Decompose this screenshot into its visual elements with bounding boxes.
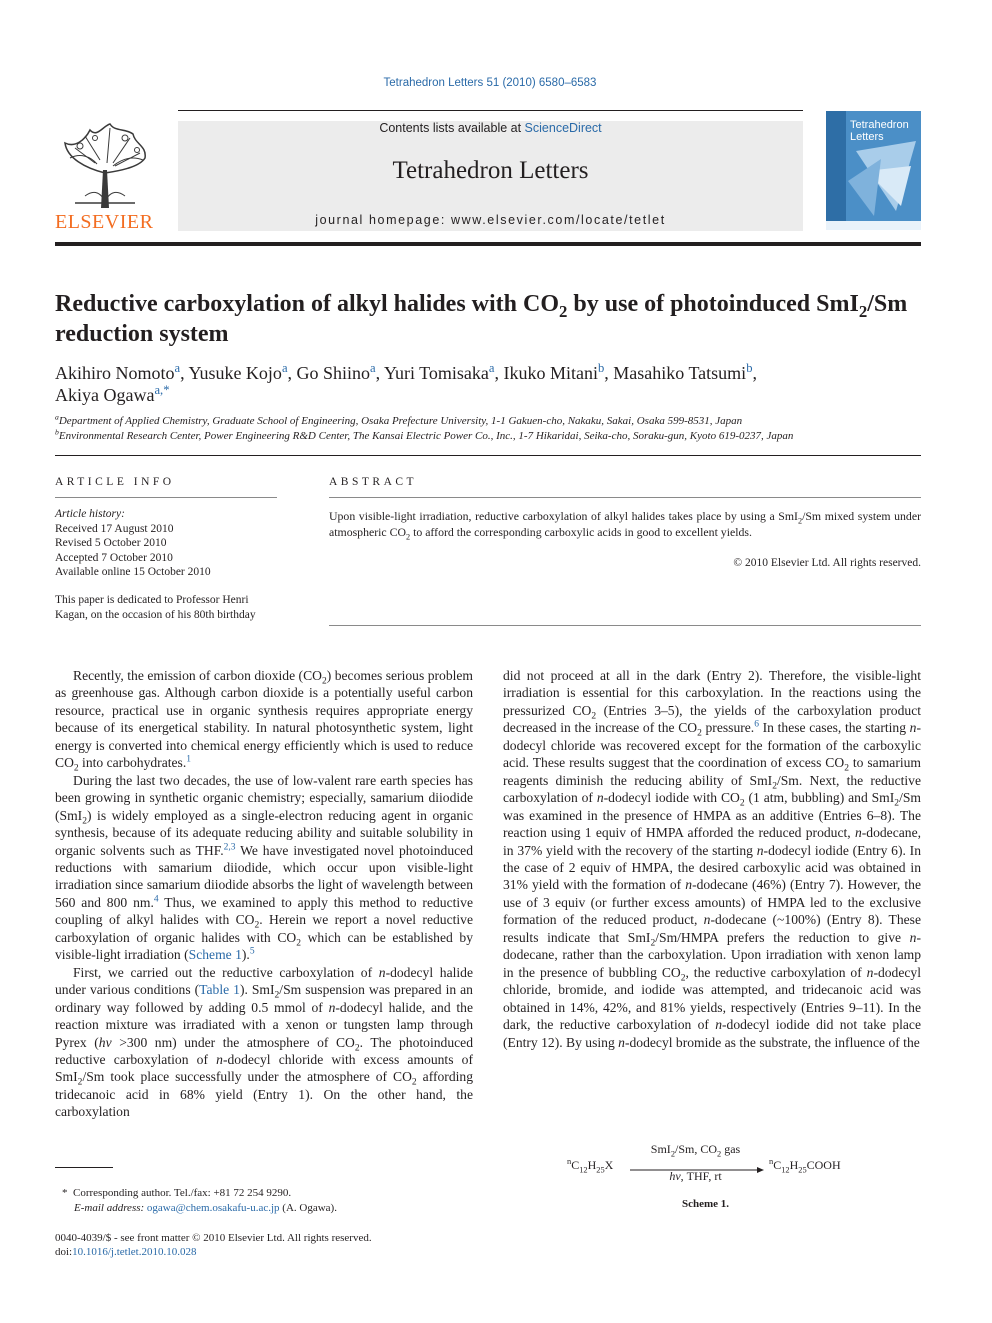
doi-label: doi: <box>55 1246 73 1258</box>
author-name: Go Shiino <box>296 363 371 383</box>
contents-line <box>178 121 803 135</box>
received-date: Received 17 August 2010 <box>55 522 174 535</box>
affiliation-a <box>55 412 925 427</box>
asterisk-mark: * <box>62 1187 73 1199</box>
journal-reference[interactable]: Tetrahedron Letters 51 (2010) 6580–6583 <box>383 77 597 89</box>
affil-mark: b <box>55 427 59 437</box>
author-affil-link[interactable]: a <box>488 361 495 375</box>
homepage-prefix: journal homepage: <box>315 213 452 227</box>
scheme-caption: Scheme 1. <box>682 1198 730 1210</box>
article-title <box>55 289 925 349</box>
author-affil-link[interactable]: a <box>370 361 376 375</box>
history-label: Article history: <box>55 508 125 520</box>
title-sub1: 2 <box>559 301 568 321</box>
affil-text: Department of Applied Chemistry, Graduate School of Engineering, Osaka Prefecture University, 1-1 Gakuen-cho, Nakaku, Sakai, Osaka 599-8531, Japan <box>58 415 743 427</box>
email-label: E-mail address: <box>74 1202 147 1214</box>
homepage-link[interactable]: www.elsevier.com/locate/tetlet <box>451 213 666 227</box>
journal-homepage <box>178 213 803 227</box>
author: Ikuko Mitani$^b$, <box>503 361 614 383</box>
abstract-part3: to afford the corresponding carboxylic acids in good to excellent yields. <box>410 525 752 539</box>
author-affil-link[interactable]: a,* <box>154 383 170 397</box>
scheme-reactant: $^nC_{12}H_{25}X$ <box>567 1157 614 1175</box>
abstract-part2: /Sm mixed system under atmospheric CO <box>329 509 921 539</box>
email-link[interactable]: ogawa@chem.osakafu-u.ac.jp <box>146 1202 280 1214</box>
doi-link[interactable]: 10.1016/j.tetlet.2010.10.028 <box>72 1246 197 1258</box>
online-date: Available online 15 October 2010 <box>55 566 211 578</box>
author-affil-link[interactable]: a <box>281 361 288 375</box>
dedication-line1: This paper is dedicated to Professor Henri <box>55 594 249 606</box>
paragraph: First, we carried out the reductive carboxylation of n-dodecyl halide under various conditions (Table 1). SmI$_2$/Sm suspension was prepared in an ordinary way followed by adding 0.5 mmol of n-dodecyl halide, and the reaction mixture was irradiated with a xenon or tungsten lamp through Pyrex (hν >300 nm) under the atmosphere of $CO_2$. The photoinduced reductive carboxylation of n-dodecyl chloride with excess amounts of SmI$_2$/Sm took place successfully under the atmosphere of $CO_2$ affording tridecanoic acid in 68% yield (Entry 1). On the other hand, the carboxylation <box>55 964 474 1120</box>
affil-text: Environmental Research Center, Power Engineering R&D Center, The Kansai Electric Power Co., Inc., 1-7 Hikaridai, Seika-cho, Soraku-gun, Kyoto 619-0237, Japan <box>58 430 794 442</box>
revised-date: Revised 5 October 2010 <box>55 537 167 549</box>
accepted-date: Accepted 7 October 2010 <box>55 551 173 564</box>
article-info-heading: ARTICLE INFO <box>55 476 175 488</box>
dedication-line2: Kagan, on the occasion of his 80th birthday <box>55 608 256 621</box>
author-affil-link[interactable]: b <box>746 361 753 375</box>
email-note <box>74 1201 494 1216</box>
title-part3: /Sm reduction system <box>55 291 908 347</box>
sciencedirect-link[interactable]: ScienceDirect <box>524 121 602 135</box>
body-column-right <box>503 667 921 1051</box>
article-history <box>55 507 285 580</box>
title-sub2: 2 <box>858 301 868 321</box>
author-affil-link[interactable]: b <box>597 361 605 375</box>
abstract-heading: ABSTRACT <box>329 476 418 488</box>
author-affil-link[interactable]: a <box>174 361 181 375</box>
issn-line: 0040-4039/$ - see front matter © 2010 Elsevier Ltd. All rights reserved. <box>55 1232 372 1244</box>
corresponding-text: Corresponding author. Tel./fax: +81 72 254 9290. <box>73 1187 292 1199</box>
dedication <box>55 593 295 622</box>
abstract-sub1: 2 <box>797 516 803 526</box>
title-part2: by use of photoinduced SmI <box>567 291 859 317</box>
author-name: Ikuko Mitani <box>503 363 598 383</box>
abstract-top-rule <box>329 497 921 498</box>
abstract-text <box>329 508 921 540</box>
scheme-product: $^nC_{12}H_{25}COOH$ <box>769 1157 841 1175</box>
paragraph: During the last two decades, the use of low-valent rare earth species has been growing in synthetic organic chemistry; especially, samarium diiodide (SmI$_2$) is widely employed as a single-electron reducing agent in organic synthesis, because of its adequate reducing ability and suitable solubility in organic solvents such as THF.$^{2,3}$ We have investigated novel photoinduced reductions with samarium diiodide, which occur upon visible-light irradiation since samarium diiodide absorbs the light of wavelength between 560 and 800 nm.$^4$ Thus, we examined to apply this method to reductive coupling of alkyl halides with $CO_2$. Herein we report a novel reductive carboxylation of organic halides with $CO_2$ which can be established by visible-light irradiation (Scheme 1).$^5$ <box>55 772 474 963</box>
paragraph: did not proceed at all in the dark (Entry 2). Therefore, the visible-light irradiation is essential for this carboxylation. In the reactions using the pressurized $CO_2$ (Entries 3–5), the yields of the carboxylation product decreased in the increase of the $CO_2$ pressure.$^6$ In these cases, the starting n-dodecyl chloride was recovered except for the formation of the carboxylic acid. These results suggest that the coordination of excess $CO_2$ to samarium reagents diminish the reducing ability of SmI$_2$/Sm. Next, the reductive carboxylation of n-dodecyl iodide with $CO_2$ (1 atm, bubbling) and SmI$_2$/Sm was examined in the presence of HMPA as an additive (Entries 6–8). The reaction using 1 equiv of HMPA afforded the reduced product, n-dodecane, in 37% yield with the recovery of the starting n-dodecyl iodide (Entry 6). In the case of 2 equiv of HMPA, the desired carboxylic acid was obtained in 31% yield with the formation of n-dodecane (46%) (Entry 7). However, the use of 3 equiv (or further excess amounts) of HMPA led to the exclusive formation of the reduced product, n-dodecane (~100%) (Entry 8). These results indicate that SmI$_2$/Sm/HMPA prefers the reduction to give n-dodecane, rather than the carboxylation. Upon irradiation with xenon lamp in the presence of bubbling $CO_2$, the reductive carboxylation of n-dodecyl chloride, bromide, and iodide was attempted, and tridecanoic acid was obtained in 14%, 42%, and 81% yields, respectively (Entries 9–11). In the dark, the reductive carboxylation of n-dodecyl iodide did not take place (Entry 12). By using n-dodecyl bromide as the substrate, the influence of the <box>503 668 921 1050</box>
affil-mark: a <box>55 412 59 422</box>
title-part1: Reductive carboxylation of alkyl halides with CO <box>55 291 560 317</box>
journal-cover-thumbnail[interactable] <box>826 111 921 230</box>
journal-title: Tetrahedron Letters <box>392 157 589 184</box>
author: Yuri Tomisaka$^a$, <box>383 361 504 383</box>
cover-title-line1: Tetrahedron <box>850 119 909 131</box>
copyright: © 2010 Elsevier Ltd. All rights reserved. <box>733 557 921 569</box>
corresponding-author-note <box>62 1186 482 1201</box>
footnote-rule <box>55 1167 113 1168</box>
author: Go Shiino$^a$, <box>296 361 384 383</box>
author: Yusuke Kojo$^a$, <box>188 361 297 383</box>
abstract-sub2: 2 <box>406 532 411 542</box>
author-name: Akihiro Nomoto <box>55 363 175 383</box>
header-top-rule <box>178 110 803 111</box>
paragraph: Recently, the emission of carbon dioxide $(CO_2)$ becomes serious problem as greenhouse gas. Although carbon dioxide is a potentially useful carbon resource, practical use in organic synthesis requires appropriate energy because of its energetical stability. In natural photosynthetic system, light energy is converted into chemical energy efficiently which is used to reduce $CO_2$ into carbohydrates.$^1$ <box>55 668 473 774</box>
article-info-rule <box>55 497 277 498</box>
author: Masahiko Tatsumi$^b$, <box>613 361 757 383</box>
body-column-left <box>55 667 473 1121</box>
cover-title-line2: Letters <box>850 131 884 143</box>
elsevier-wordmark: ELSEVIER <box>55 211 154 233</box>
author-name: Yuri Tomisaka <box>383 363 489 383</box>
author-name: Akiya Ogawa <box>55 385 155 405</box>
author: Akihiro Nomoto$^a$, <box>55 361 189 383</box>
author-name: Yusuke Kojo <box>188 363 282 383</box>
contents-prefix: Contents lists available at <box>379 121 525 135</box>
author <box>55 385 170 405</box>
header-bottom-rule <box>55 242 921 246</box>
author-list <box>55 362 925 406</box>
affiliation-rule <box>55 455 921 456</box>
abstract-part1: Upon visible-light irradiation, reductive carboxylation of alkyl halides takes place by using a SmI <box>329 509 798 523</box>
author-name: Masahiko Tatsumi <box>613 363 747 383</box>
reactant-prefix: n <box>567 1157 572 1166</box>
scheme-reagents-above: SmI$_2$/Sm, $CO_2$ gas <box>650 1142 741 1159</box>
product-prefix: n <box>769 1157 774 1166</box>
scheme-conditions-below: hν, THF, rt <box>669 1169 722 1183</box>
abstract-bottom-rule <box>329 625 921 626</box>
elsevier-tree-logo <box>55 118 155 210</box>
doi-line <box>55 1245 475 1260</box>
affiliation-b <box>55 427 925 442</box>
email-suffix: (A. Ogawa). <box>279 1202 337 1214</box>
